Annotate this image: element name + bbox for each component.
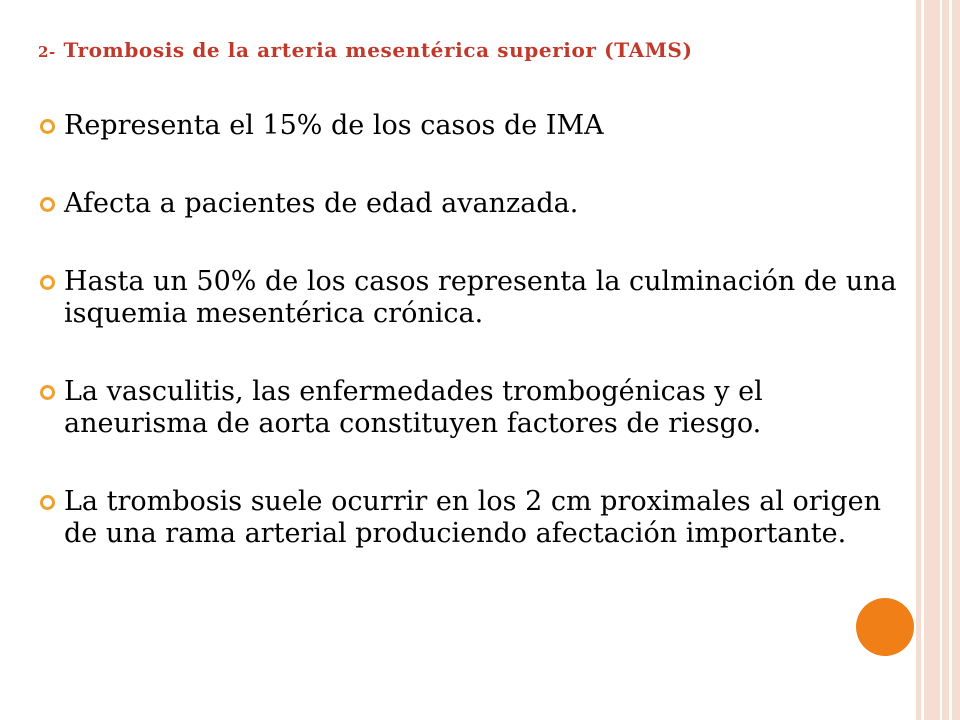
bullet-text: Hasta un 50% de los casos representa la culminación de una isquemia mesentérica crónica.: [64, 266, 897, 329]
bullet-item: [38, 266, 898, 330]
slide-title: [38, 38, 693, 62]
bullet-text: La vasculitis, las enfermedades trombogénicas y el aneurisma de aorta constituyen factores de riesgo.: [64, 376, 763, 439]
bullet-marker-icon: [40, 385, 55, 400]
bullet-marker-icon: [40, 119, 55, 134]
bullet-marker-icon: [40, 197, 55, 212]
bullet-text: Representa el 15% de los casos de IMA: [64, 110, 604, 141]
decorative-circle: [856, 598, 914, 656]
bullet-item: [38, 376, 898, 440]
border-stripe: [921, 0, 924, 720]
title-text: Trombosis de la arteria mesentérica superior (TAMS): [63, 38, 693, 62]
bullet-item: [38, 110, 898, 142]
right-decorative-border: [916, 0, 960, 720]
bullet-item: [38, 486, 898, 550]
border-stripe: [940, 0, 942, 720]
bullet-marker-icon: [40, 275, 55, 290]
border-stripe: [949, 0, 952, 720]
bullet-list: [38, 110, 898, 596]
bullet-marker-icon: [40, 495, 55, 510]
bullet-item: [38, 188, 898, 220]
title-number: 2-: [38, 43, 56, 61]
bullet-text: La trombosis suele ocurrir en los 2 cm proximales al origen de una rama arterial produciendo afectación importante.: [64, 486, 881, 549]
bullet-text: Afecta a pacientes de edad avanzada.: [64, 188, 579, 219]
